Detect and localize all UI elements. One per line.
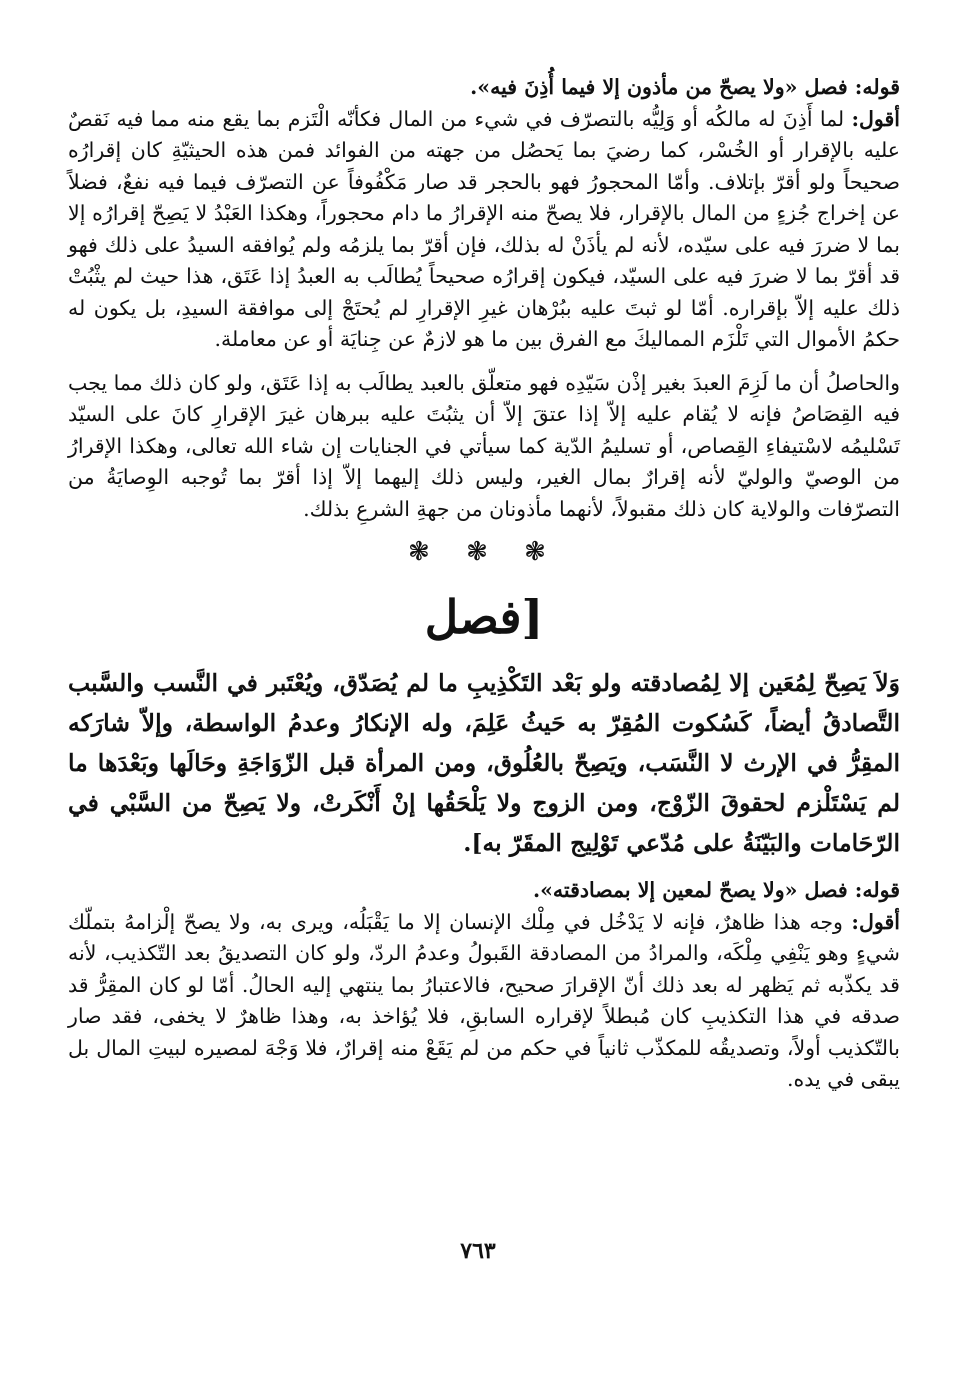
section-title: [فصل — [424, 590, 544, 644]
commentary-heading-1: قوله: فصل «ولا يصحّ من مأذون إلا فيما أُذِنَ فيه». — [470, 75, 900, 99]
commentary-text-1: لما أَذِنَ له مالكُه أو وَلِيُّه بالتصرّف في شيء من المال فكأنّه الْتَزم بما يقع منه مما فيه نَقصٌ عليه بالإقرار أو الخُسْر، كما رضيَ بما يَحصُل من جهته من الفوائد فمن هذه الحيثيّةِ كان إقرارُه صحيحاً ولو أقرّ بإتلاف. وأمّا المحجورُ فهو بالحجر قد صار مَكْفُوفاً عن التصرّف فيما فيه نفعٌ، فضلاً عن إخراج جُزءٍ من المال بالإقرار، فلا يصحّ منه الإقرارُ ما دام محجوراً، وهكذا العَبْدُ لا يَصِحّ إقرارُه إلا بما لا ضررَ فيه على سيّده، لأنه لم يأذَنْ له بذلك، فإن أقرّ بما يلزمُه ولم يُوافقه السيدُ على ذلك فهو قد أقرّ بما لا ضررَ فيه على السيّد، فيكون إقرارُه صحيحاً يُطالَب به العبدُ إذا عَتَق، هذا حيث لم يثْبُتْ ذلك عليه إلاّ بإقراره. أمّا لو ثبتَ عليه ببُرْهان غيرِ الإقرارِ لم يُحتَجْ إلى موافقة السيدِ، بل يكون له حكمُ الأموال التي تَلْزَم المماليكَ مع الفرق بين ما هو لازمٌ عن جِنايَة أو عن معاملة. — [68, 106, 900, 351]
commentary-text-2: وجه هذا ظاهرٌ، فإنه لا يَدْخُل في مِلْك الإنسان إلا ما يَقْبَلُه، ويرى به، ولا يصحّ إلْزامهُ بتملّك شيءٍ وهو يَنْفِي مِلْكَه، والمرادُ من المصادقة القَبولُ وعدمُ الردّ، ولو كان التصديقُ بعد التّكذيب، لأنه قد يكذّبه ثم يَظهر له بعد ذلك أنّ الإقرارَ صحيح، فالاعتبارُ بما ينتهي إليه الحالُ. أمّا لو كان المقِرُّ قد صدقه في هذا التكذيبِ كان مُبطلاً لإقراره السابقِ، فلا يُؤاخذ به، وهذا ظاهرٌ لا يخفى، فقد صار بالتّكذيب أولاً، وتصديقُه للمكذّب ثانياً في حكم من لم يَقَعْ منه إقرارٌ، فلا وَجْهَ لمصيره لبيتِ المال بل يبقى في يده. — [68, 909, 900, 1091]
commentary-heading-2: قوله: فصل «ولا يصحّ لمعين إلا بمصادقته». — [532, 878, 900, 902]
matn-text: وَلاَ يَصِحّ لِمُعَين إلا لِمُصادقته ولو بَعْد التَكْذِيبِ ما لم يُصَدّق، ويُعْتَبر في النَّسب والسَّبب التَّصادقُ أيضاً، كَسُكوت المُقِرّ به حَيثُ عَلِمَ، وله الإنكارُ وعدمُ الواسطة، وإلاّ شارَكه المقِرُّ في الإرث لا النَّسَب، ويَصِحّ بالعُلُوق، ومن المرأة قبل الزّوَاجَةِ وحَالَها وبَعْدَها ما لم يَسْتَلْزم لحقوقَ الزّوْج، ومن الزوج ولا يَلْحَقُها إنْ أَنْكَرتْ، ولا يَصِحّ من السَّبْي في الرّحَامات والبَيّنَةُ على مُدّعي تَوْلِيج المقَرّ به]. — [68, 669, 900, 857]
commentary-lead-1: أقول: — [851, 106, 900, 131]
page-number: ٧٦٣ — [460, 1238, 496, 1264]
summary-paragraph: والحاصلُ أن ما لَزِمَ العبدَ بغير إذْن سَيّدِه فهو متعلّق بالعبد يطالَب به إذا عَتَق، ولو كان ذلك مما يجب فيه القِصَاصُ فإنه لا يُقام عليه إلاّ إذا عتقَ إلاّ أن يثبُتَ عليه ببرهان غيرَ الإقرارِ كانَ على السيّد تَسْليمُه لاسْتيفاءِ القِصاص، أو تسليمُ الدّية كما سيأتي في الجنايات إن شاء الله تعالى، وهكذا الإقرارُ من الوصيّ والوليّ لأنه إقرارٌ بمال الغير، وليس ذلك إليهما إلاّ إذا أقرّ بما تُوجبه الوِصايَةُ من التصرّفات والولاية كان ذلك مقبولاً، لأنهما مأذونان من جهةِ الشرعِ بذلك. — [68, 370, 900, 521]
page-body — [68, 72, 900, 1096]
paragraph-gap — [68, 356, 900, 368]
commentary-lead-2: أقول: — [851, 909, 900, 934]
commentary-paragraph-2 — [68, 907, 900, 1096]
paragraph-gap — [68, 863, 900, 875]
asterism-divider: ❃ ❃ ❃ — [408, 537, 560, 567]
commentary-paragraph-1 — [68, 104, 900, 356]
